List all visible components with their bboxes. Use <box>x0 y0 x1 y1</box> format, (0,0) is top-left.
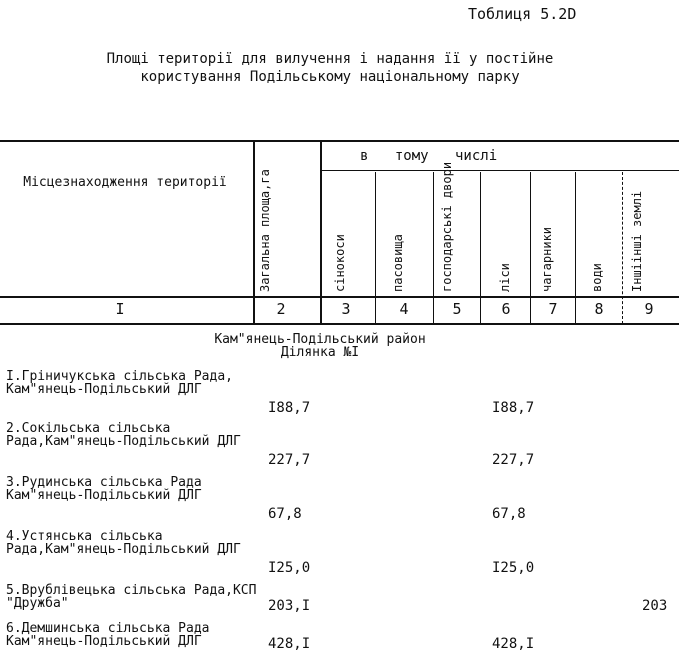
section-name: Ділянка №I <box>280 345 360 360</box>
district-heading <box>180 333 460 359</box>
colnum-9: 9 <box>644 300 654 318</box>
row-total-1: I88,7 <box>268 400 311 416</box>
colnum-4: 4 <box>399 300 409 318</box>
header-shrubs: чагарники <box>540 226 554 292</box>
col-divider-6 <box>530 172 531 324</box>
row-total-6: 428,I <box>268 636 311 652</box>
col-divider-1 <box>253 140 255 324</box>
row-name-3: 3.Рудинська сільська Рада Кам"янець-Подільський ДЛГ <box>6 475 202 503</box>
col-divider-3 <box>375 172 376 324</box>
header-pastures: пасовища <box>391 234 405 292</box>
row-name-5: 5.Врублівецька сільська Рада,КСП "Дружба" <box>6 583 257 611</box>
table-number: Тоблиця 5.2D <box>468 5 577 23</box>
row-name-6: 6.Демшинська сільська Рада Кам"янець-Подільський ДЛГ <box>6 621 210 649</box>
row-forest-1: I88,7 <box>492 400 535 416</box>
header-total-area: Загальна площа,га <box>258 169 272 292</box>
district-name: Кам"янець-Подільський район <box>214 332 426 347</box>
row-total-4: I25,0 <box>268 560 311 576</box>
row-name-2: 2.Сокільська сільська Рада,Кам"янець-Подільський ДЛГ <box>6 421 241 449</box>
row-forest-4: I25,0 <box>492 560 535 576</box>
row-total-2: 227,7 <box>268 452 311 468</box>
header-location: Місцезнаходження території <box>23 175 227 190</box>
header-in-including: в тому числі <box>360 148 498 164</box>
row-forest-6: 428,I <box>492 636 535 652</box>
col-divider-2 <box>320 140 322 324</box>
subheader-border <box>321 170 679 171</box>
header-hayfields: сінокоси <box>333 234 347 292</box>
header-farmyards: господарські двори <box>440 161 454 292</box>
number-row-border <box>0 323 679 325</box>
row-total-3: 67,8 <box>268 506 302 522</box>
colnum-5: 5 <box>452 300 462 318</box>
col-divider-8 <box>622 172 624 324</box>
row-forest-3: 67,8 <box>492 506 526 522</box>
col-divider-5 <box>480 172 481 324</box>
row-forest-2: 227,7 <box>492 452 535 468</box>
row-name-4: 4.Устянська сільська Рада,Кам"янець-Подільський ДЛГ <box>6 529 241 557</box>
colnum-1: I <box>115 300 125 318</box>
header-waters: води <box>590 263 604 292</box>
colnum-3: 3 <box>341 300 351 318</box>
row-name-1: I.Гріничукська сільська Рада, Кам"янець-Подільський ДЛГ <box>6 369 233 397</box>
col-divider-4 <box>433 172 434 324</box>
table-top-border <box>0 140 679 142</box>
table-title: Площі території для вилучення і надання її у постійне користування Подільському національному парку <box>106 51 554 85</box>
colnum-8: 8 <box>594 300 604 318</box>
header-other-lands: Іншіінші землі <box>630 190 644 292</box>
header-forests: ліси <box>498 263 512 292</box>
colnum-6: 6 <box>501 300 511 318</box>
colnum-2: 2 <box>276 300 286 318</box>
col-divider-7 <box>575 172 576 324</box>
header-bottom-border <box>0 296 679 298</box>
colnum-7: 7 <box>548 300 558 318</box>
row-total-5: 203,I <box>268 598 311 614</box>
row-other-5: 203 <box>642 598 668 614</box>
